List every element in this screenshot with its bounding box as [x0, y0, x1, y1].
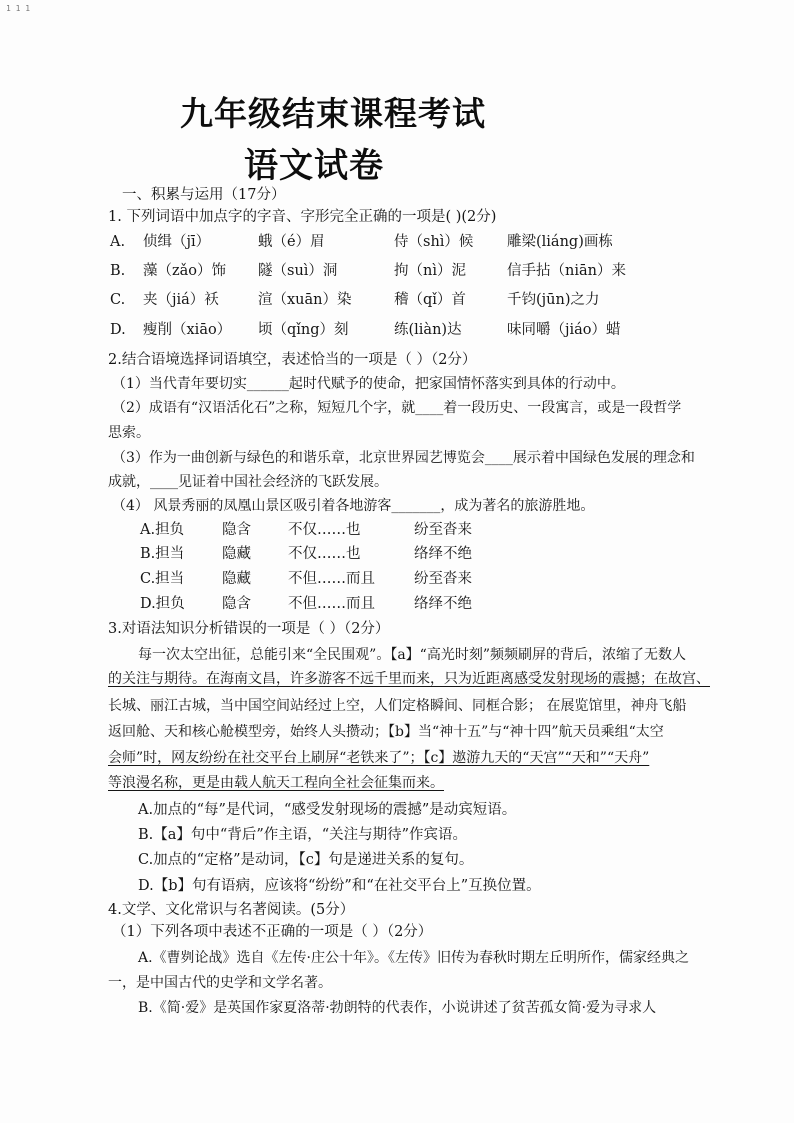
choice-3: 不仅……也: [288, 546, 361, 562]
scan-corner-mark: 1 1 1: [6, 4, 31, 13]
q3-option-d: D.【b】句有语病，应该将“纷纷”和“在社交平台上”互换位置。: [138, 878, 541, 894]
option-letter: B.: [110, 263, 126, 279]
word-3: 拘（nì）泥: [394, 263, 466, 279]
q2-stem: 2.结合语境选择词语填空，表述恰当的一项是（ ）（2分）: [108, 352, 477, 368]
word-2: 渲（xuān）染: [258, 292, 352, 308]
q3-passage-line: 等浪漫名称，更是由载人航天工程向全社会征集而来。: [108, 775, 444, 791]
word-2: 蛾（é）眉: [258, 234, 325, 250]
q2-part-3: （3）作为一曲创新与绿色的和谐乐章，北京世界园艺博览会____展示着中国绿色发展的理念和: [112, 450, 695, 466]
choice-1: D.担负: [140, 596, 185, 612]
choice-4: 纷至沓来: [414, 522, 472, 538]
choice-2: 隐藏: [222, 571, 251, 587]
choice-1: C.担当: [140, 571, 185, 587]
option-letter: A.: [110, 234, 126, 250]
choice-1: A.担负: [140, 522, 185, 538]
q3-passage-line: 会师”时，网友纷纷在社交平台上刷屏“老铁来了”；【c】遨游九天的“天宫”“天和”“天舟”: [108, 750, 650, 766]
q2-part-4: （4） 风景秀丽的凤凰山景区吸引着各地游客_______，成为著名的旅游胜地。: [112, 498, 595, 514]
q3-passage-line: 返回舱、天和核心舱模型旁，始终人头攒动；【b】当“神十五”与“神十四”航天员乘组“太空: [108, 724, 664, 740]
choice-3: 不仅……也: [288, 522, 361, 538]
q4-option-a-cont: 一，是中国古代的史学和文学名著。: [108, 975, 332, 991]
q4-sub-1: （1）下列各项中表述不正确的一项是（ ）（2分）: [112, 924, 433, 940]
q3-passage-line: 长城、丽江古城，当中国空间站经过上空，人们定格瞬间、同框合影； 在展览馆里，神舟飞船: [108, 698, 687, 714]
word-1: 侦缉（jī）: [143, 234, 211, 250]
word-4: 雕梁(liáng)画栋: [507, 234, 613, 250]
word-4: 信手拈（niān）来: [507, 263, 626, 279]
q4-option-b: B.《简·爱》是英国作家夏洛蒂·勃朗特的代表作，小说讲述了贫苦孤女简·爱为寻求人: [138, 1000, 657, 1016]
choice-2: 隐含: [222, 596, 251, 612]
word-4: 味同嚼（jiáo）蜡: [507, 322, 621, 338]
q3-passage-line: 每一次太空出征，总能引来“全民围观”。【a】“高光时刻”频频刷屏的背后，浓缩了无数人: [138, 647, 686, 663]
word-4: 千钧(jūn)之力: [507, 292, 600, 308]
q4-stem: 4.文学、文化常识与名著阅读。(5分）: [108, 902, 355, 918]
q3-option-a: A.加点的“每”是代词，“感受发射现场的震撼”是动宾短语。: [138, 802, 517, 818]
word-1: 瘦削（xiāo）: [143, 322, 232, 338]
q2-part-2-cont: 思索。: [108, 425, 150, 441]
q3-option-b: B.【a】句中“背后”作主语，“关注与期待”作宾语。: [138, 827, 468, 843]
word-3: 侍（shì）候: [394, 234, 474, 250]
choice-4: 络绎不绝: [414, 596, 472, 612]
word-1: 夹（jiá）袄: [143, 292, 219, 308]
q3-passage-line: 的关注与期待。在海南文昌，许多游客不远千里而来，只为近距离感受发射现场的震撼；在故宫、: [108, 671, 710, 687]
q3-stem: 3.对语法知识分析错误的一项是（ ）（2分）: [108, 621, 390, 637]
word-1: 藻（zǎo）饰: [143, 263, 227, 279]
q4-option-a: A.《曹刿论战》选自《左传·庄公十年》。《左传》旧传为春秋时期左丘明所作，儒家经典之: [138, 950, 690, 966]
choice-3: 不但……而且: [288, 571, 375, 587]
option-letter: C.: [110, 292, 126, 308]
choice-1: B.担当: [140, 546, 185, 562]
word-3: 练(liàn)达: [394, 322, 462, 338]
choice-2: 隐藏: [222, 546, 251, 562]
word-2: 顷（qǐng）刻: [258, 322, 349, 338]
exam-title: 九年级结束课程考试: [180, 94, 486, 133]
exam-subtitle: 语文试卷: [244, 146, 384, 186]
choice-4: 纷至沓来: [414, 571, 472, 587]
q2-part-3-cont: 成就，____见证着中国社会经济的飞跃发展。: [108, 474, 388, 490]
q1-stem: 1. 下列词语中加点字的字音、字形完全正确的一项是( )(2分): [108, 209, 497, 225]
q3-option-c: C.加点的“定格”是动词，【c】句是递进关系的复句。: [138, 852, 474, 868]
choice-4: 络绎不绝: [414, 546, 472, 562]
word-3: 稽（qǐ）首: [394, 292, 466, 308]
q2-part-1: （1）当代青年要切实______起时代赋予的使命，把家国情怀落实到具体的行动中。: [112, 376, 625, 392]
choice-2: 隐含: [222, 522, 251, 538]
choice-3: 不但……而且: [288, 596, 375, 612]
word-2: 隧（suì）洞: [258, 263, 338, 279]
q2-part-2: （2）成语有“汉语活化石”之称，短短几个字，就____着一段历史、一段寓言，或是一段哲学: [112, 400, 682, 416]
section-heading: 一、积累与运用（17分）: [122, 187, 286, 203]
option-letter: D.: [110, 322, 126, 338]
